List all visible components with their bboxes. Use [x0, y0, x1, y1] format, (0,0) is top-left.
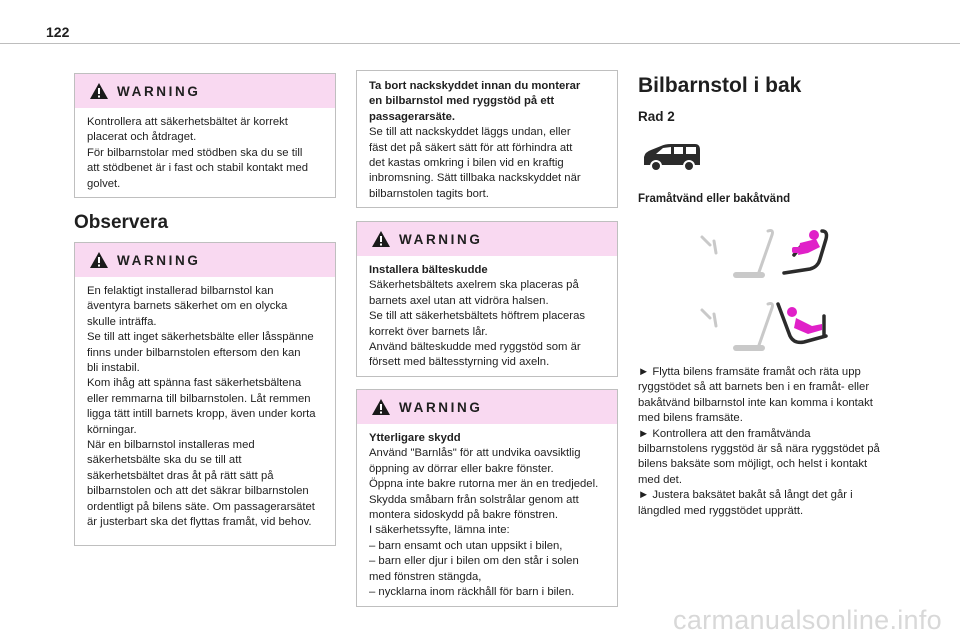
instruction-line: med det.: [638, 473, 682, 486]
warning-line: öppning av dörrar eller bakre fönster.: [369, 462, 554, 475]
warning-line: är justerbart ska det flyttas framåt, vid behov.: [87, 516, 312, 529]
row-label: Rad 2: [638, 109, 675, 124]
forward-facing-seat-icon: [676, 225, 836, 285]
warning-line: med fönstren stängda,: [369, 570, 482, 583]
warning-line: golvet.: [87, 177, 121, 190]
instruction-line: bilbarnstolens ryggstöd är så nära ryggstödet på: [638, 443, 880, 456]
instruction-line: längdled med ryggstödet upprätt.: [638, 504, 804, 517]
warning-box-additional-protection: [356, 389, 618, 607]
warning-line: När en bilbarnstol installeras med: [87, 439, 255, 452]
warning-line: – nycklarna inom räckhåll för barn i bilen.: [369, 586, 575, 599]
warning-line: att stödbenet är i fast och stabil kontakt med: [87, 162, 309, 175]
warning-line: bilbarnstolen och att det säkrar bilbarnstolen: [87, 485, 309, 498]
headrest-heading: passagerarsäte.: [369, 110, 456, 123]
van-icon: [641, 141, 703, 175]
warning-header: [75, 74, 335, 108]
instructions: [638, 365, 920, 519]
page-title: Bilbarnstol i bak: [638, 74, 802, 97]
warning-line: Skydda småbarn från solstrålar genom att: [369, 493, 579, 506]
warning-line: skulle inträffa.: [87, 315, 157, 328]
warning-line: Se till att inget säkerhetsbälte eller låsspänne: [87, 331, 314, 344]
warning-line: placerat och åtdraget.: [87, 131, 197, 144]
warning-triangle-icon: [371, 230, 391, 248]
warning-line: För bilbarnstolar med stödben ska du se till: [87, 146, 303, 159]
warning-line: äventyra barnets säkerhet om en olycka: [87, 300, 288, 313]
instruction-line: ► Kontrollera att den framåtvända: [638, 427, 811, 440]
warning-line: Se till att säkerhetsbältets höftrem placeras: [369, 310, 585, 323]
headrest-line: fäst det på säkert sätt för att förhindra att: [369, 141, 573, 154]
warning-title: WARNING: [117, 252, 201, 268]
headrest-info-box: [356, 70, 618, 208]
warning-line: Kontrollera att säkerhetsbältet är korrekt: [87, 116, 288, 128]
watermark: carmanualsonline.info: [673, 605, 942, 635]
headrest-line: Se till att nackskyddet läggs undan, eller: [369, 126, 571, 139]
section-title-observera: Observera: [74, 212, 169, 233]
warning-line: montera sidoskydd på bakre fönstren.: [369, 509, 559, 522]
instruction-line: ► Flytta bilens framsäte framåt och räta upp: [638, 366, 861, 378]
warning-header: [357, 222, 617, 256]
page-number: 122: [46, 24, 70, 40]
warning-line: bli instabil.: [87, 362, 140, 375]
warning-triangle-icon: [89, 251, 109, 269]
warning-title: WARNING: [399, 399, 483, 415]
warning-line: – barn eller djur i bilen om den står i solen: [369, 555, 579, 568]
warning-triangle-icon: [371, 398, 391, 416]
rear-facing-seat-icon: [676, 296, 836, 356]
warning-body: [357, 256, 617, 381]
warning-line: säkerhetsbältet dras åt på rätt sätt på: [87, 469, 274, 482]
warning-line: eller remmarna till bilbarnstolen. Låt remmen: [87, 392, 311, 405]
warning-line: Använd "Barnlås" för att undvika oavsiktlig: [369, 447, 581, 460]
warning-body: [75, 108, 335, 202]
warning-line: Öppna inte bakre rutorna mer än en tredjedel.: [369, 478, 599, 491]
seat-orientation-heading: Framåtvänd eller bakåtvänd: [638, 193, 791, 205]
warning-body: [75, 277, 335, 541]
warning-line: ligga tätt intill barnets kropp, även under korta: [87, 408, 316, 421]
warning-box-seatbelt: [74, 73, 336, 198]
headrest-heading: Ta bort nackskyddet innan du monterar: [369, 80, 581, 92]
instruction-line: bilens baksäte som möjligt, och helst i kontakt: [638, 458, 868, 471]
warning-line: Kom ihåg att spänna fast säkerhetsbältena: [87, 377, 302, 390]
warning-header: [357, 390, 617, 424]
header-rule: [0, 43, 960, 44]
warning-title: WARNING: [117, 83, 201, 99]
warning-line: finns under bilbarnstolen eftersom den kan: [87, 346, 301, 359]
warning-line: barnets axel utan att vidröra halsen.: [369, 294, 549, 307]
warning-box-installation: [74, 242, 336, 546]
warning-box-booster: [356, 221, 618, 377]
warning-line: korrekt över barnets lår.: [369, 325, 488, 338]
instruction-line: ► Justera baksätet bakåt så långt det går i: [638, 489, 853, 502]
warning-triangle-icon: [89, 82, 109, 100]
headrest-line: inbromsning. Sätt tillbaka nackskyddet när: [369, 172, 581, 185]
warning-line: En felaktigt installerad bilbarnstol kan: [87, 285, 274, 297]
warning-line: försett med bältesstyrning vid axeln.: [369, 356, 550, 369]
headrest-line: bilbarnstolen tagits bort.: [369, 187, 489, 200]
headrest-line: det kastas omkring i bilen vid en kraftig: [369, 157, 564, 170]
warning-line: – barn ensamt och utan uppsikt i bilen,: [369, 539, 563, 552]
warning-line: körningar.: [87, 423, 137, 436]
warning-subheading: Installera bälteskudde: [369, 264, 488, 276]
headrest-heading: en bilbarnstol med ryggstöd på ett: [369, 95, 555, 108]
warning-line: ordentligt på bilens säte. Om passagerarsätet: [87, 500, 315, 513]
warning-body: [357, 424, 617, 610]
instruction-line: bakåtvänd bilbarnstol inte kan komma i kontakt: [638, 396, 873, 409]
warning-line: Säkerhetsbältets axelrem ska placeras på: [369, 279, 579, 292]
warning-line: Använd bälteskudde med ryggstöd som är: [369, 341, 581, 354]
warning-line: säkerhetsbälte ska du se till att: [87, 454, 242, 467]
warning-title: WARNING: [399, 231, 483, 247]
warning-subheading: Ytterligare skydd: [369, 432, 461, 444]
warning-line: I säkerhetssyfte, lämna inte:: [369, 524, 510, 537]
instruction-line: med bilens framsäte.: [638, 412, 743, 425]
warning-header: [75, 243, 335, 277]
instruction-line: ryggstödet så att barnets ben i en framåt- eller: [638, 381, 870, 394]
